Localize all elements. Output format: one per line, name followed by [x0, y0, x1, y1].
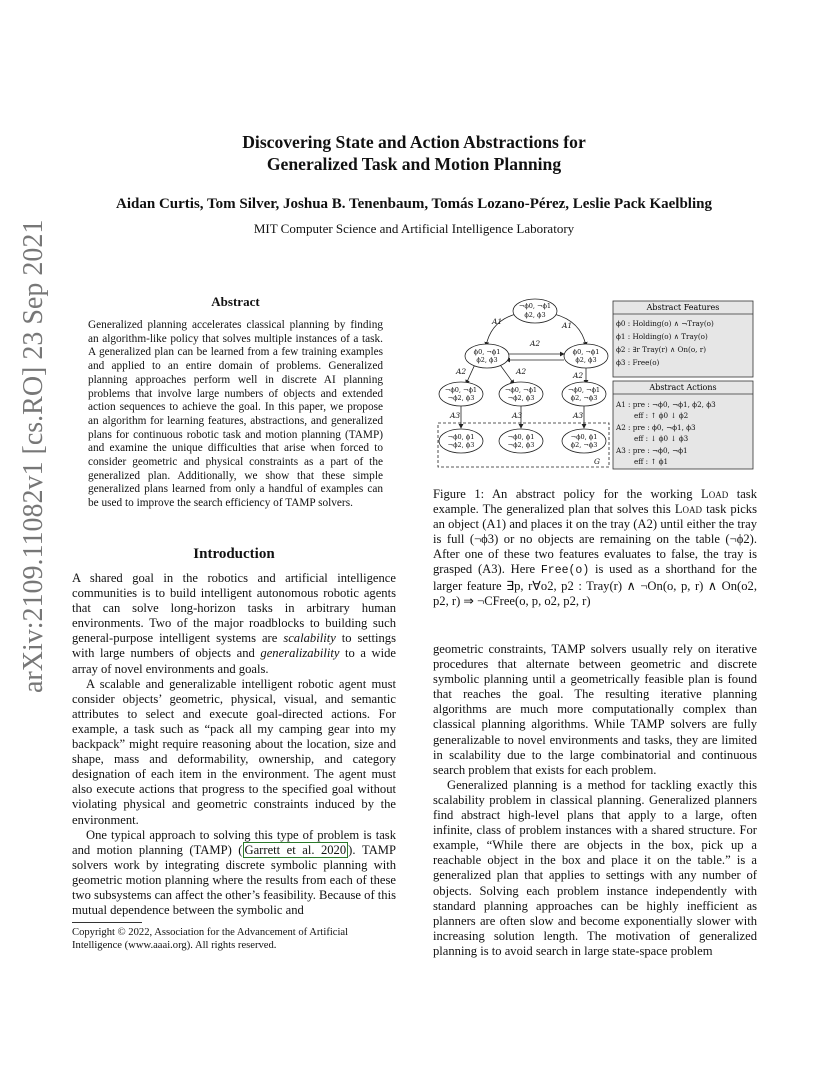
- figure-caption: Figure 1: An abstract policy for the working Load task example. The generalized plan that solves this Load task picks an object (A1) and places it on the tray (A2) until either the tray is full (¬ϕ3) or no objects are remaining on the table (¬ϕ2). After one of these two features evaluates to false, the tray is grasped (A3). Here Free(o) is used as a shorthand for the larger feature ∃p, r∀o2, p2 : Tray(r) ∧ ¬On(o, p, r) ∧ On(o2, p2, r) ⇒ ¬CFree(o, p, o2, p2, r): [433, 487, 757, 608]
- edge-label-a3-right: A3: [573, 411, 584, 420]
- node-goal-mid-bottom: ¬ϕ2, ϕ3: [507, 441, 535, 449]
- intro-paragraph-1: A shared goal in the robotics and artificial intelligence communities is to build intelligent autonomous robotic agents that can solve long-horizon tasks in arbitrary human environments. Two of the major roadblocks to building such general-purpose intelligent systems are scalability to settings with large numbers of objects and generalizability to a wide array of novel environments and goals.: [72, 571, 396, 676]
- goal-label: G: [594, 457, 600, 466]
- actions-title: Abstract Actions: [649, 383, 717, 392]
- action-a3-eff: eff : ↑ ϕ1: [634, 457, 669, 466]
- right-paragraph-2: Generalized planning is a method for tackling exactly this scalability problem in classical planning. Generalized planners find abstract high-level plans that apply to a large, often infinite, class of problem instances with a shared structure. For example, “While there are objects in the box, pick up a reachable object in the box and place it on the table.” is a generalized plan that applies to settings with any number of objects. Solving each problem instance independently with standard planning approaches can be highly inefficient as planners are often slow and become exponentially slower with increasing solution length. The motivation of generalized planning is to avoid search in large state-space problem: [433, 777, 757, 958]
- action-a3-pre: A3 : pre : ¬ϕ0, ¬ϕ1: [616, 446, 688, 455]
- edge-label-a3-left: A3: [450, 411, 461, 420]
- node-row3-left-bottom: ¬ϕ2, ϕ3: [447, 394, 475, 402]
- title-line-2: Generalized Task and Motion Planning: [266, 154, 562, 174]
- abstract-heading: Abstract: [211, 294, 260, 309]
- footnote-rule: [72, 922, 142, 923]
- feature-phi1: ϕ1 : Holding(o) ∧ Tray(o): [616, 332, 708, 341]
- action-a1-pre: A1 : pre : ¬ϕ0, ¬ϕ1, ϕ2, ϕ3: [616, 400, 716, 409]
- node-initial-bottom: ϕ2, ϕ3: [524, 311, 546, 319]
- node-goal-right-top: ¬ϕ0, ϕ1: [570, 433, 598, 441]
- right-paragraph-1: geometric constraints, TAMP solvers usually rely on iterative procedures that alternate between geometric and discrete symbolic planning until a geometrically feasible plan is found that reaches the goal. The resulting iterative planning algorithms are much more computationally complex than classical planning algorithms. While TAMP solvers are fully generalizable to novel environments and tasks, they are limited in scalability due to the large combinatorial and continuous search problem that exists for each problem.: [433, 642, 758, 777]
- edge-label-a1-right: A1: [562, 321, 573, 330]
- intro-paragraph-3: One typical approach to solving this type of problem is task and motion planning (TAMP) ( Garrett et al. 2020 ). TAMP solvers work by integrating discrete symbolic planning with geometric motion planning where the results from each of these two subsystems can affect the other’s feasibility. Because of this mutual dependence between the symbolic and: [72, 827, 396, 918]
- node-row3-right-top: ¬ϕ0, ¬ϕ1: [567, 386, 601, 394]
- feature-phi3: ϕ3 : Free(o): [616, 358, 660, 367]
- affiliation: MIT Computer Science and Artificial Intelligence Laboratory: [253, 221, 575, 236]
- features-title: Abstract Features: [646, 303, 720, 312]
- edge-label-a2-right: A2: [573, 371, 584, 380]
- node-holding-bottom: ϕ2, ϕ3: [476, 356, 498, 364]
- author-list: Aidan Curtis, Tom Silver, Joshua B. Tenenbaum, Tomás Lozano-Pérez, Leslie Pack Kaelbling: [116, 196, 712, 212]
- action-a1-eff: eff : ↑ ϕ0 ↓ ϕ2: [634, 411, 689, 420]
- title-line-1: Discovering State and Action Abstractions for: [242, 132, 586, 152]
- introduction-heading: Introduction: [193, 546, 275, 562]
- node-holding-right-top: ϕ0, ¬ϕ1: [572, 348, 600, 356]
- node-goal-left-bottom: ¬ϕ2, ϕ3: [447, 441, 475, 449]
- node-holding-top: ϕ0, ¬ϕ1: [473, 348, 501, 356]
- edge-label-a1-left: A1: [492, 317, 503, 326]
- left-column-body: [72, 571, 396, 918]
- right-column-body: [433, 642, 757, 959]
- node-initial-top: ¬ϕ0, ¬ϕ1: [518, 302, 552, 310]
- node-goal-right-bottom: ϕ2, ¬ϕ3: [570, 441, 598, 449]
- node-row3-mid-top: ¬ϕ0, ¬ϕ1: [504, 386, 538, 394]
- node-goal-left-top: ¬ϕ0, ϕ1: [447, 433, 475, 441]
- intro-paragraph-2: A scalable and generalizable intelligent robotic agent must consider objects’ geometric, physical, visual, and semantic attributes to select and execute goal-directed actions. For example, a task such as “pack all my camping gear into my backpack” might require reasoning about the location, size and shape, mass and deformability, ownership, and category designation of each item in the environment. The agent must also execute actions that progress to the specified goal without violating physical and geometric constraints induced by the environment.: [72, 676, 396, 827]
- copyright-footnote: Copyright © 2022, Association for the Advancement of Artificial Intelligence (www.aaai.org). All rights reserved.: [72, 927, 349, 951]
- edge-label-a3-mid: A3: [512, 411, 523, 420]
- node-row3-mid-bottom: ¬ϕ2, ϕ3: [507, 394, 535, 402]
- node-goal-mid-top: ¬ϕ0, ϕ1: [507, 433, 535, 441]
- abstract-text: Generalized planning accelerates classical planning by finding an algorithm-like policy that solves multiple instances of a task. A generalized plan can be learned from a few training examples and applied to an entire domain of problems. Generalized planning approaches perform well in discrete AI planning problems that involve large numbers of objects and extended action sequences to achieve the goal. In this paper, we propose an algorithm for learning features, abstractions, and generalized plans for continuous robotic task and motion planning (TAMP) and examine the unique difficulties that arise when forced to consider geometric and physical constraints as a part of the generalized plan. Additionally, we show that these simple generalized plans learned from only a handful of examples can be used to improve the search efficiency of TAMP solvers.: [88, 319, 383, 510]
- edge-label-a2-top: A2: [530, 339, 541, 348]
- node-holding-right-bottom: ϕ2, ϕ3: [575, 356, 597, 364]
- node-row3-right-bottom: ϕ2, ¬ϕ3: [570, 394, 598, 402]
- citation-link[interactable]: Garrett et al. 2020: [244, 842, 347, 857]
- edge-label-a2-left: A2: [456, 367, 467, 376]
- feature-phi2: ϕ2 : ∃r Tray(r) ∧ On(o, r): [616, 345, 706, 354]
- arxiv-identifier: arXiv:2109.11082v1 [cs.RO] 23 Sep 2021: [18, 219, 49, 693]
- edge-label-a2-mid: A2: [516, 367, 527, 376]
- figure-1: [436, 296, 756, 476]
- action-a2-pre: A2 : pre : ϕ0, ¬ϕ1, ϕ3: [616, 423, 696, 432]
- feature-phi0: ϕ0 : Holding(o) ∧ ¬Tray(o): [616, 319, 714, 328]
- action-a2-eff: eff : ↓ ϕ0 ↓ ϕ3: [634, 434, 689, 443]
- paper-title: [0, 131, 828, 175]
- node-row3-left-top: ¬ϕ0, ¬ϕ1: [444, 386, 478, 394]
